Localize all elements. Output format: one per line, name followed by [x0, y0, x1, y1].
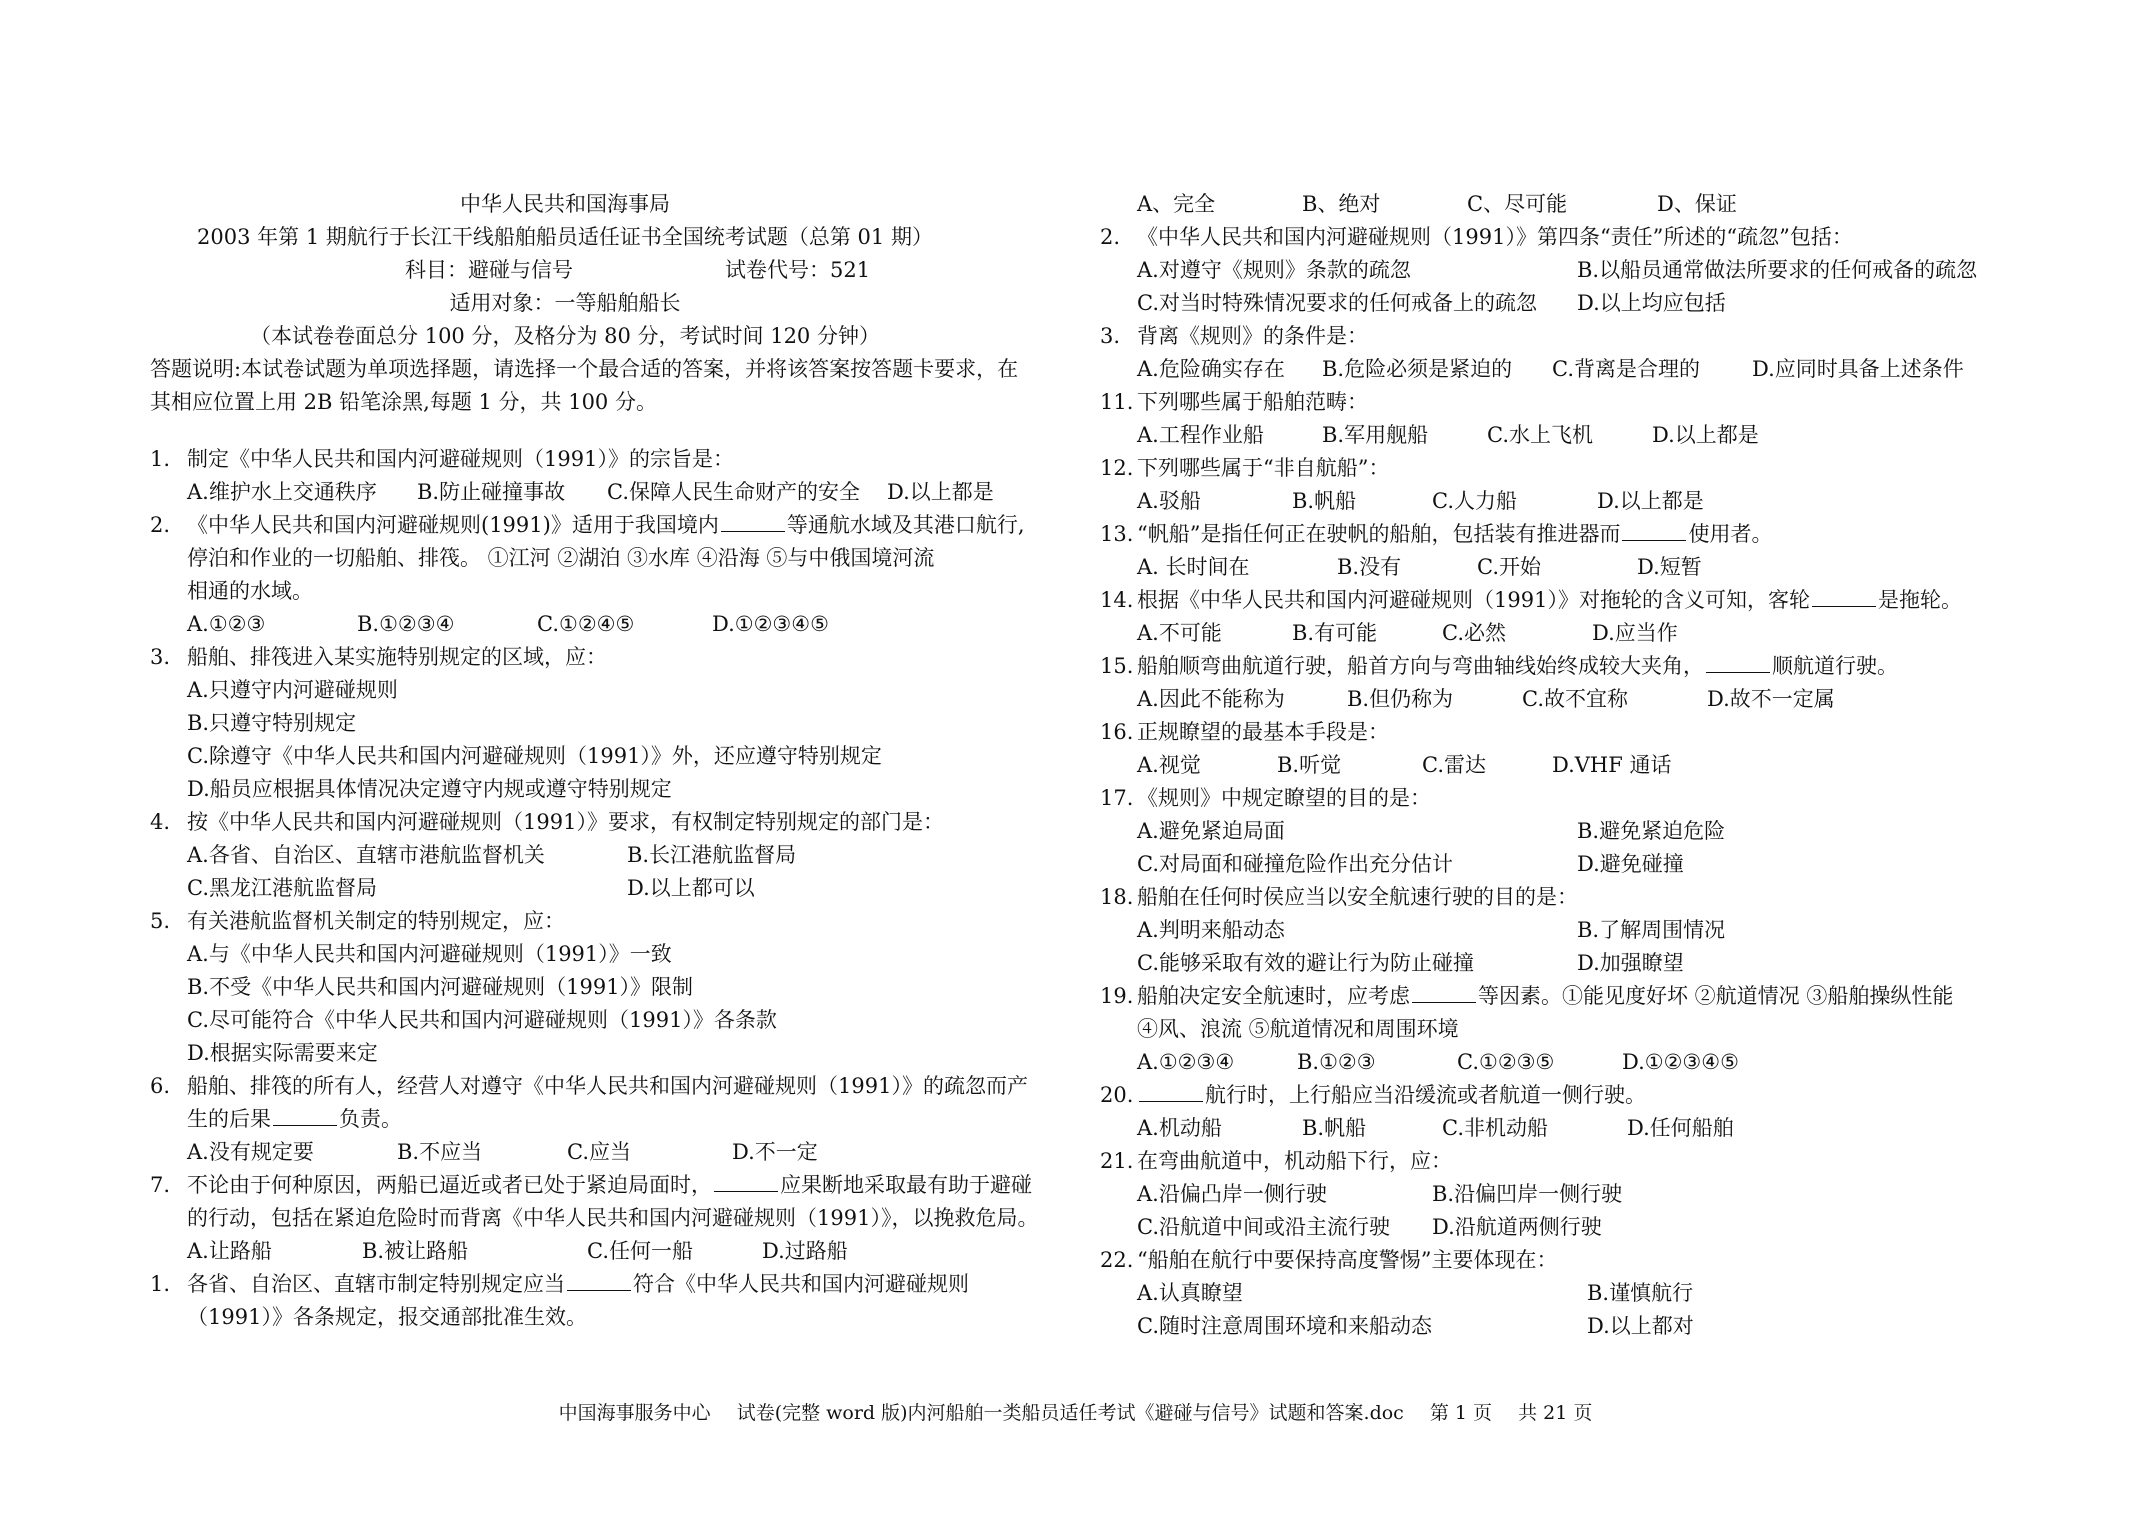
question-text-segment: ④风、浪流 ⑤航道情况和周围环境	[1137, 1017, 1459, 1041]
question-number: 3.	[150, 645, 171, 669]
question-number: 11.	[1100, 390, 1134, 414]
option-row	[1100, 1178, 2020, 1211]
question-text	[150, 1169, 1065, 1202]
option: A.因此不能称为	[1137, 687, 1285, 711]
option: A.①②③	[187, 612, 266, 636]
option-row	[1100, 551, 2020, 584]
question-text	[150, 443, 1065, 476]
option: B.只遵守特别规定	[187, 711, 357, 735]
answer-blank	[721, 513, 785, 532]
answer-blank	[714, 1173, 778, 1192]
option: A.避免紧迫局面	[1137, 819, 1285, 843]
question-text	[150, 1070, 1065, 1103]
option: D.船员应根据具体情况决定遵守内规或遵守特别规定	[187, 777, 672, 801]
question-block	[1100, 782, 2020, 881]
option: D.不一定	[732, 1140, 818, 1164]
option: B.①②③	[1297, 1050, 1376, 1074]
question-text-segment: 制定《中华人民共和国内河避碰规则（1991）》的宗旨是：	[187, 447, 734, 471]
option: C.非机动船	[1442, 1116, 1548, 1140]
question-number: 12.	[1100, 456, 1134, 480]
question-text	[1100, 650, 2020, 683]
question-text	[1100, 518, 2020, 551]
option: B.帆船	[1292, 489, 1357, 513]
page-footer	[0, 1398, 2151, 1425]
option: D.以上均应包括	[1577, 291, 1726, 315]
question-text-segment: “帆船”是指任何正在驶帆的船舶，包括装有推进器而	[1137, 522, 1621, 546]
question-text-segment: 顺航道行驶。	[1772, 654, 1898, 678]
question-text-cont	[150, 1301, 1065, 1334]
option: B.军用舰船	[1322, 423, 1429, 447]
option: C.①②④⑤	[537, 612, 635, 636]
option: C.随时注意周围环境和来船动态	[1137, 1314, 1432, 1338]
question-text	[1100, 386, 2020, 419]
question-text-segment: 符合《中华人民共和国内河避碰规则	[633, 1272, 969, 1296]
question-number: 18.	[1100, 885, 1134, 909]
option: B.①②③④	[357, 612, 455, 636]
answer-blank	[1812, 588, 1876, 607]
question-block	[1100, 320, 2020, 386]
option: C.能够采取有效的避让行为防止碰撞	[1137, 951, 1474, 975]
option-row	[150, 1136, 1065, 1169]
question-text-segment: 停泊和作业的一切船舶、排筏。 ①江河 ②湖泊 ③水库 ④沿海 ⑤与中俄国境河流	[187, 546, 935, 570]
question-block	[1100, 980, 2020, 1079]
option: C.应当	[567, 1140, 631, 1164]
option: A.判明来船动态	[1137, 918, 1285, 942]
question-number: 22.	[1100, 1248, 1134, 1272]
question-number: 16.	[1100, 720, 1134, 744]
answer-blank	[567, 1272, 631, 1291]
question-text-segment: 《规则》中规定瞭望的目的是：	[1137, 786, 1431, 810]
question-text-cont	[150, 542, 1065, 575]
option-row	[150, 476, 1065, 509]
option: C.雷达	[1422, 753, 1486, 777]
question-number: 1.	[150, 1272, 171, 1296]
question-block	[150, 509, 1065, 641]
option: D.以上都是	[887, 480, 994, 504]
option: C.水上飞机	[1487, 423, 1593, 447]
option-row	[1100, 914, 2020, 947]
question-text	[1100, 320, 2020, 353]
option: A.机动船	[1137, 1116, 1222, 1140]
option-row	[1100, 617, 2020, 650]
option: A.沿偏凸岸一侧行驶	[1137, 1182, 1327, 1206]
question-text-segment: 使用者。	[1688, 522, 1773, 546]
question-block	[1100, 452, 2020, 518]
option: D.沿航道两侧行驶	[1432, 1215, 1602, 1239]
option: C.沿航道中间或沿主流行驶	[1137, 1215, 1390, 1239]
question-text-segment: 船舶、排筏的所有人，经营人对遵守《中华人民共和国内河避碰规则（1991）》的疏忽而产	[187, 1074, 1028, 1098]
question-text-cont	[150, 1202, 1065, 1235]
option: C、尽可能	[1467, 192, 1568, 216]
question-text	[150, 905, 1065, 938]
option: D.以上都对	[1587, 1314, 1694, 1338]
footer-page: 第 1 页	[1429, 1402, 1493, 1424]
question-text-segment: 各省、自治区、直辖市制定特别规定应当	[187, 1272, 565, 1296]
question-text-cont	[1100, 1013, 2020, 1046]
option-row	[1100, 947, 2020, 980]
carryover-options	[1100, 188, 2020, 221]
option-row	[1100, 485, 2020, 518]
option: A.视觉	[1137, 753, 1201, 777]
option: D.以上都可以	[627, 876, 755, 900]
answer-blank	[1139, 1083, 1203, 1102]
question-number: 5.	[150, 909, 171, 933]
option: C.尽可能符合《中华人民共和国内河避碰规则（1991）》各条款	[187, 1008, 777, 1032]
question-block	[1100, 881, 2020, 980]
option: A.认真瞭望	[1137, 1281, 1243, 1305]
question-text-segment: 背离《规则》的条件是：	[1137, 324, 1368, 348]
question-block	[1100, 386, 2020, 452]
question-block	[150, 443, 1065, 509]
option: A.驳船	[1137, 489, 1201, 513]
option-row	[1100, 1310, 2020, 1343]
option: C.保障人民生命财产的安全	[607, 480, 860, 504]
header-subject: 科目：避碰与信号	[405, 258, 573, 282]
option: D.任何船舶	[1627, 1116, 1734, 1140]
header-code: 试卷代号：521	[725, 258, 871, 282]
answer-blank	[1412, 984, 1476, 1003]
question-text	[150, 641, 1065, 674]
question-block	[1100, 221, 2020, 320]
option-row	[1100, 749, 2020, 782]
left-question-list	[150, 443, 1065, 1334]
footer-center: 中国海事服务中心	[558, 1402, 711, 1424]
question-number: 7.	[150, 1173, 171, 1197]
option-row	[1100, 1046, 2020, 1079]
option: D.故不一定属	[1707, 687, 1835, 711]
option: D.①②③④⑤	[1622, 1050, 1739, 1074]
question-text-segment: 《中华人民共和国内河避碰规则（1991）》第四条“责任”所述的“疏忽”包括：	[1137, 225, 1853, 249]
option: D.以上都是	[1597, 489, 1704, 513]
option: B.沿偏凹岸一侧行驶	[1432, 1182, 1623, 1206]
question-text-segment: 下列哪些属于船舶范畴：	[1137, 390, 1368, 414]
option-row	[150, 839, 1065, 872]
option: D.加强瞭望	[1577, 951, 1684, 975]
option: D.应当作	[1592, 621, 1678, 645]
option: D.短暂	[1637, 555, 1702, 579]
question-block	[150, 1268, 1065, 1334]
option: C.人力船	[1432, 489, 1517, 513]
option: A、完全	[1137, 192, 1216, 216]
option-row	[150, 872, 1065, 905]
question-block	[150, 641, 1065, 806]
instructions-line-2: 其相应位置上用 2B 铅笔涂黑,每题 1 分，共 100 分。	[150, 390, 657, 414]
question-text	[150, 509, 1065, 542]
question-text-segment: 生的后果	[187, 1107, 271, 1131]
option: A. 长时间在	[1137, 555, 1250, 579]
question-text	[1100, 716, 2020, 749]
option: C.除遵守《中华人民共和国内河避碰规则（1991）》外，还应遵守特别规定	[187, 744, 882, 768]
question-number: 17.	[1100, 786, 1134, 810]
question-block	[1100, 716, 2020, 782]
option: B.防止碰撞事故	[417, 480, 566, 504]
question-number: 19.	[1100, 984, 1134, 1008]
question-text	[1100, 980, 2020, 1013]
question-number: 2.	[1100, 225, 1121, 249]
question-number: 14.	[1100, 588, 1134, 612]
option-row	[1100, 1277, 2020, 1310]
question-text	[1100, 221, 2020, 254]
option: B.不应当	[397, 1140, 483, 1164]
question-text	[1100, 1145, 2020, 1178]
option: B.以船员通常做法所要求的任何戒备的疏忽	[1577, 258, 1978, 282]
question-text-segment: 按《中华人民共和国内河避碰规则（1991）》要求，有权制定特别规定的部门是：	[187, 810, 944, 834]
option: D.避免碰撞	[1577, 852, 1684, 876]
option: D、保证	[1657, 192, 1737, 216]
option: D.应同时具备上述条件	[1752, 357, 1964, 381]
left-column	[150, 188, 1065, 1334]
option-row	[1100, 353, 2020, 386]
question-block	[1100, 584, 2020, 650]
option: B.不受《中华人民共和国内河避碰规则（1991）》限制	[187, 975, 694, 999]
answer-blank	[1706, 654, 1770, 673]
question-number: 20.	[1100, 1083, 1134, 1107]
header-target: 适用对象：一等船舶船长	[449, 291, 681, 315]
option: D.过路船	[762, 1239, 848, 1263]
option-row	[1100, 815, 2020, 848]
answer-blank	[1622, 522, 1686, 541]
question-text-segment: （1991）》各条规定，报交通部批准生效。	[187, 1305, 587, 1329]
option: D.根据实际需要来定	[187, 1041, 378, 1065]
option-row	[1100, 1112, 2020, 1145]
question-number: 4.	[150, 810, 171, 834]
option-row	[1100, 419, 2020, 452]
option: C.背离是合理的	[1552, 357, 1700, 381]
question-text-segment: 有关港航监督机关制定的特别规定，应：	[187, 909, 565, 933]
question-block	[1100, 1145, 2020, 1244]
option: B.但仍称为	[1347, 687, 1454, 711]
option: A.没有规定要	[187, 1140, 314, 1164]
question-text-segment: 在弯曲航道中，机动船下行，应：	[1137, 1149, 1452, 1173]
question-text-segment: 是拖轮。	[1877, 588, 1962, 612]
footer-doc-name: 试卷(完整 word 版)内河船舶一类船员适任考试《避碰与信号》试题和答案.doc	[736, 1402, 1404, 1424]
option: C.开始	[1477, 555, 1541, 579]
option: A.维护水上交通秩序	[187, 480, 377, 504]
option: B.谨慎航行	[1587, 1281, 1694, 1305]
question-block	[1100, 1079, 2020, 1145]
option: D.以上都是	[1652, 423, 1759, 447]
option: D.①②③④⑤	[712, 612, 829, 636]
question-block	[150, 1169, 1065, 1268]
question-text	[1100, 452, 2020, 485]
question-text-segment: 相通的水域。	[187, 579, 313, 603]
option: A.对遵守《规则》条款的疏忽	[1137, 258, 1411, 282]
question-text	[150, 1268, 1065, 1301]
question-text-segment: 根据《中华人民共和国内河避碰规则（1991）》对拖轮的含义可知，客轮	[1137, 588, 1810, 612]
question-text-segment: 航行时，上行船应当沿缓流或者航道一侧行驶。	[1205, 1083, 1646, 1107]
option: A.各省、自治区、直辖市港航监督机关	[187, 843, 545, 867]
question-block	[150, 1070, 1065, 1169]
option: B.帆船	[1302, 1116, 1367, 1140]
question-text-cont	[150, 575, 1065, 608]
option-row	[1100, 1211, 2020, 1244]
option-row	[1100, 848, 2020, 881]
option: A.不可能	[1137, 621, 1222, 645]
option: A.①②③④	[1137, 1050, 1235, 1074]
option-row	[150, 608, 1065, 641]
question-text	[150, 806, 1065, 839]
option: B.危险必须是紧迫的	[1322, 357, 1513, 381]
option: B、绝对	[1302, 192, 1381, 216]
option: B.了解周围情况	[1577, 918, 1726, 942]
instructions-line-1: 答题说明:本试卷试题为单项选择题，请选择一个最合适的答案，并将该答案按答题卡要求，在	[150, 357, 1019, 381]
option: B.避免紧迫危险	[1577, 819, 1726, 843]
question-block	[1100, 518, 2020, 584]
question-text-segment: 应果断地采取最有助于避碰	[780, 1173, 1032, 1197]
question-block	[150, 806, 1065, 905]
option-row	[1100, 254, 2020, 287]
question-block	[150, 905, 1065, 1070]
option: C.黑龙江港航监督局	[187, 876, 377, 900]
question-text-segment: 船舶在任何时侯应当以安全航速行驶的目的是：	[1137, 885, 1578, 909]
question-text	[1100, 782, 2020, 815]
question-text-segment: 负责。	[339, 1107, 402, 1131]
option: C.①②③⑤	[1457, 1050, 1555, 1074]
question-text-segment: 正规瞭望的最基本手段是：	[1137, 720, 1389, 744]
question-text	[1100, 881, 2020, 914]
option-row	[1100, 287, 2020, 320]
question-number: 3.	[1100, 324, 1121, 348]
option: A.与《中华人民共和国内河避碰规则（1991）》一致	[187, 942, 672, 966]
question-number: 1.	[150, 447, 171, 471]
option: A.危险确实存在	[1137, 357, 1285, 381]
option: C.故不宜称	[1522, 687, 1628, 711]
header-subject-row	[150, 254, 980, 287]
question-text-segment: 下列哪些属于“非自航船”：	[1137, 456, 1390, 480]
option: C.对局面和碰撞危险作出充分估计	[1137, 852, 1453, 876]
option-row	[1100, 683, 2020, 716]
question-text-cont	[150, 1103, 1065, 1136]
option: D.VHF 通话	[1552, 753, 1672, 777]
option: C.必然	[1442, 621, 1506, 645]
question-block	[1100, 650, 2020, 716]
option: B.没有	[1337, 555, 1402, 579]
question-text-segment: “船舶在航行中要保持高度警惕”主要体现在：	[1137, 1248, 1558, 1272]
option: A.工程作业船	[1137, 423, 1264, 447]
option: A.让路船	[187, 1239, 272, 1263]
option: B.长江港航监督局	[627, 843, 797, 867]
question-text-segment: 船舶顺弯曲航道行驶，船首方向与弯曲轴线始终成较大夹角，	[1137, 654, 1704, 678]
question-text-segment: 不论由于何种原因，两船已逼近或者已处于紧迫局面时，	[187, 1173, 712, 1197]
question-number: 21.	[1100, 1149, 1134, 1173]
question-text-segment: 《中华人民共和国内河避碰规则(1991)》适用于我国境内	[187, 513, 719, 537]
header-org: 中华人民共和国海事局	[460, 192, 670, 216]
question-text	[1100, 584, 2020, 617]
question-number: 2.	[150, 513, 171, 537]
answer-blank	[273, 1107, 337, 1126]
question-text-segment: 船舶决定安全航速时，应考虑	[1137, 984, 1410, 1008]
option: C.任何一船	[587, 1239, 693, 1263]
question-number: 15.	[1100, 654, 1134, 678]
footer-total: 共 21 页	[1518, 1402, 1593, 1424]
question-text-segment: 船舶、排筏进入某实施特别规定的区域，应：	[187, 645, 607, 669]
header-title: 2003 年第 1 期航行于长江干线船舶船员适任证书全国统考试题（总第 01 期）	[197, 225, 933, 249]
right-column	[1100, 188, 2020, 1343]
question-number: 6.	[150, 1074, 171, 1098]
option: C.对当时特殊情况要求的任何戒备上的疏忽	[1137, 291, 1537, 315]
question-text-segment: 的行动，包括在紧迫危险时而背离《中华人民共和国内河避碰规则（1991）》，以挽救危局。	[187, 1206, 1039, 1230]
right-question-list	[1100, 221, 2020, 1343]
option: B.有可能	[1292, 621, 1378, 645]
question-number: 13.	[1100, 522, 1134, 546]
question-text	[1100, 1244, 2020, 1277]
option-row	[150, 1235, 1065, 1268]
option: A.只遵守内河避碰规则	[187, 678, 398, 702]
header-score-note: （本试卷卷面总分 100 分，及格分为 80 分，考试时间 120 分钟）	[250, 324, 880, 348]
option: B.听觉	[1277, 753, 1342, 777]
question-block	[1100, 1244, 2020, 1343]
option: B.被让路船	[362, 1239, 469, 1263]
question-text-segment: 等通航水域及其港口航行,	[786, 513, 1025, 537]
question-text-segment: 等因素。①能见度好坏 ②航道情况 ③船舶操纵性能	[1478, 984, 1954, 1008]
question-text	[1100, 1079, 2020, 1112]
